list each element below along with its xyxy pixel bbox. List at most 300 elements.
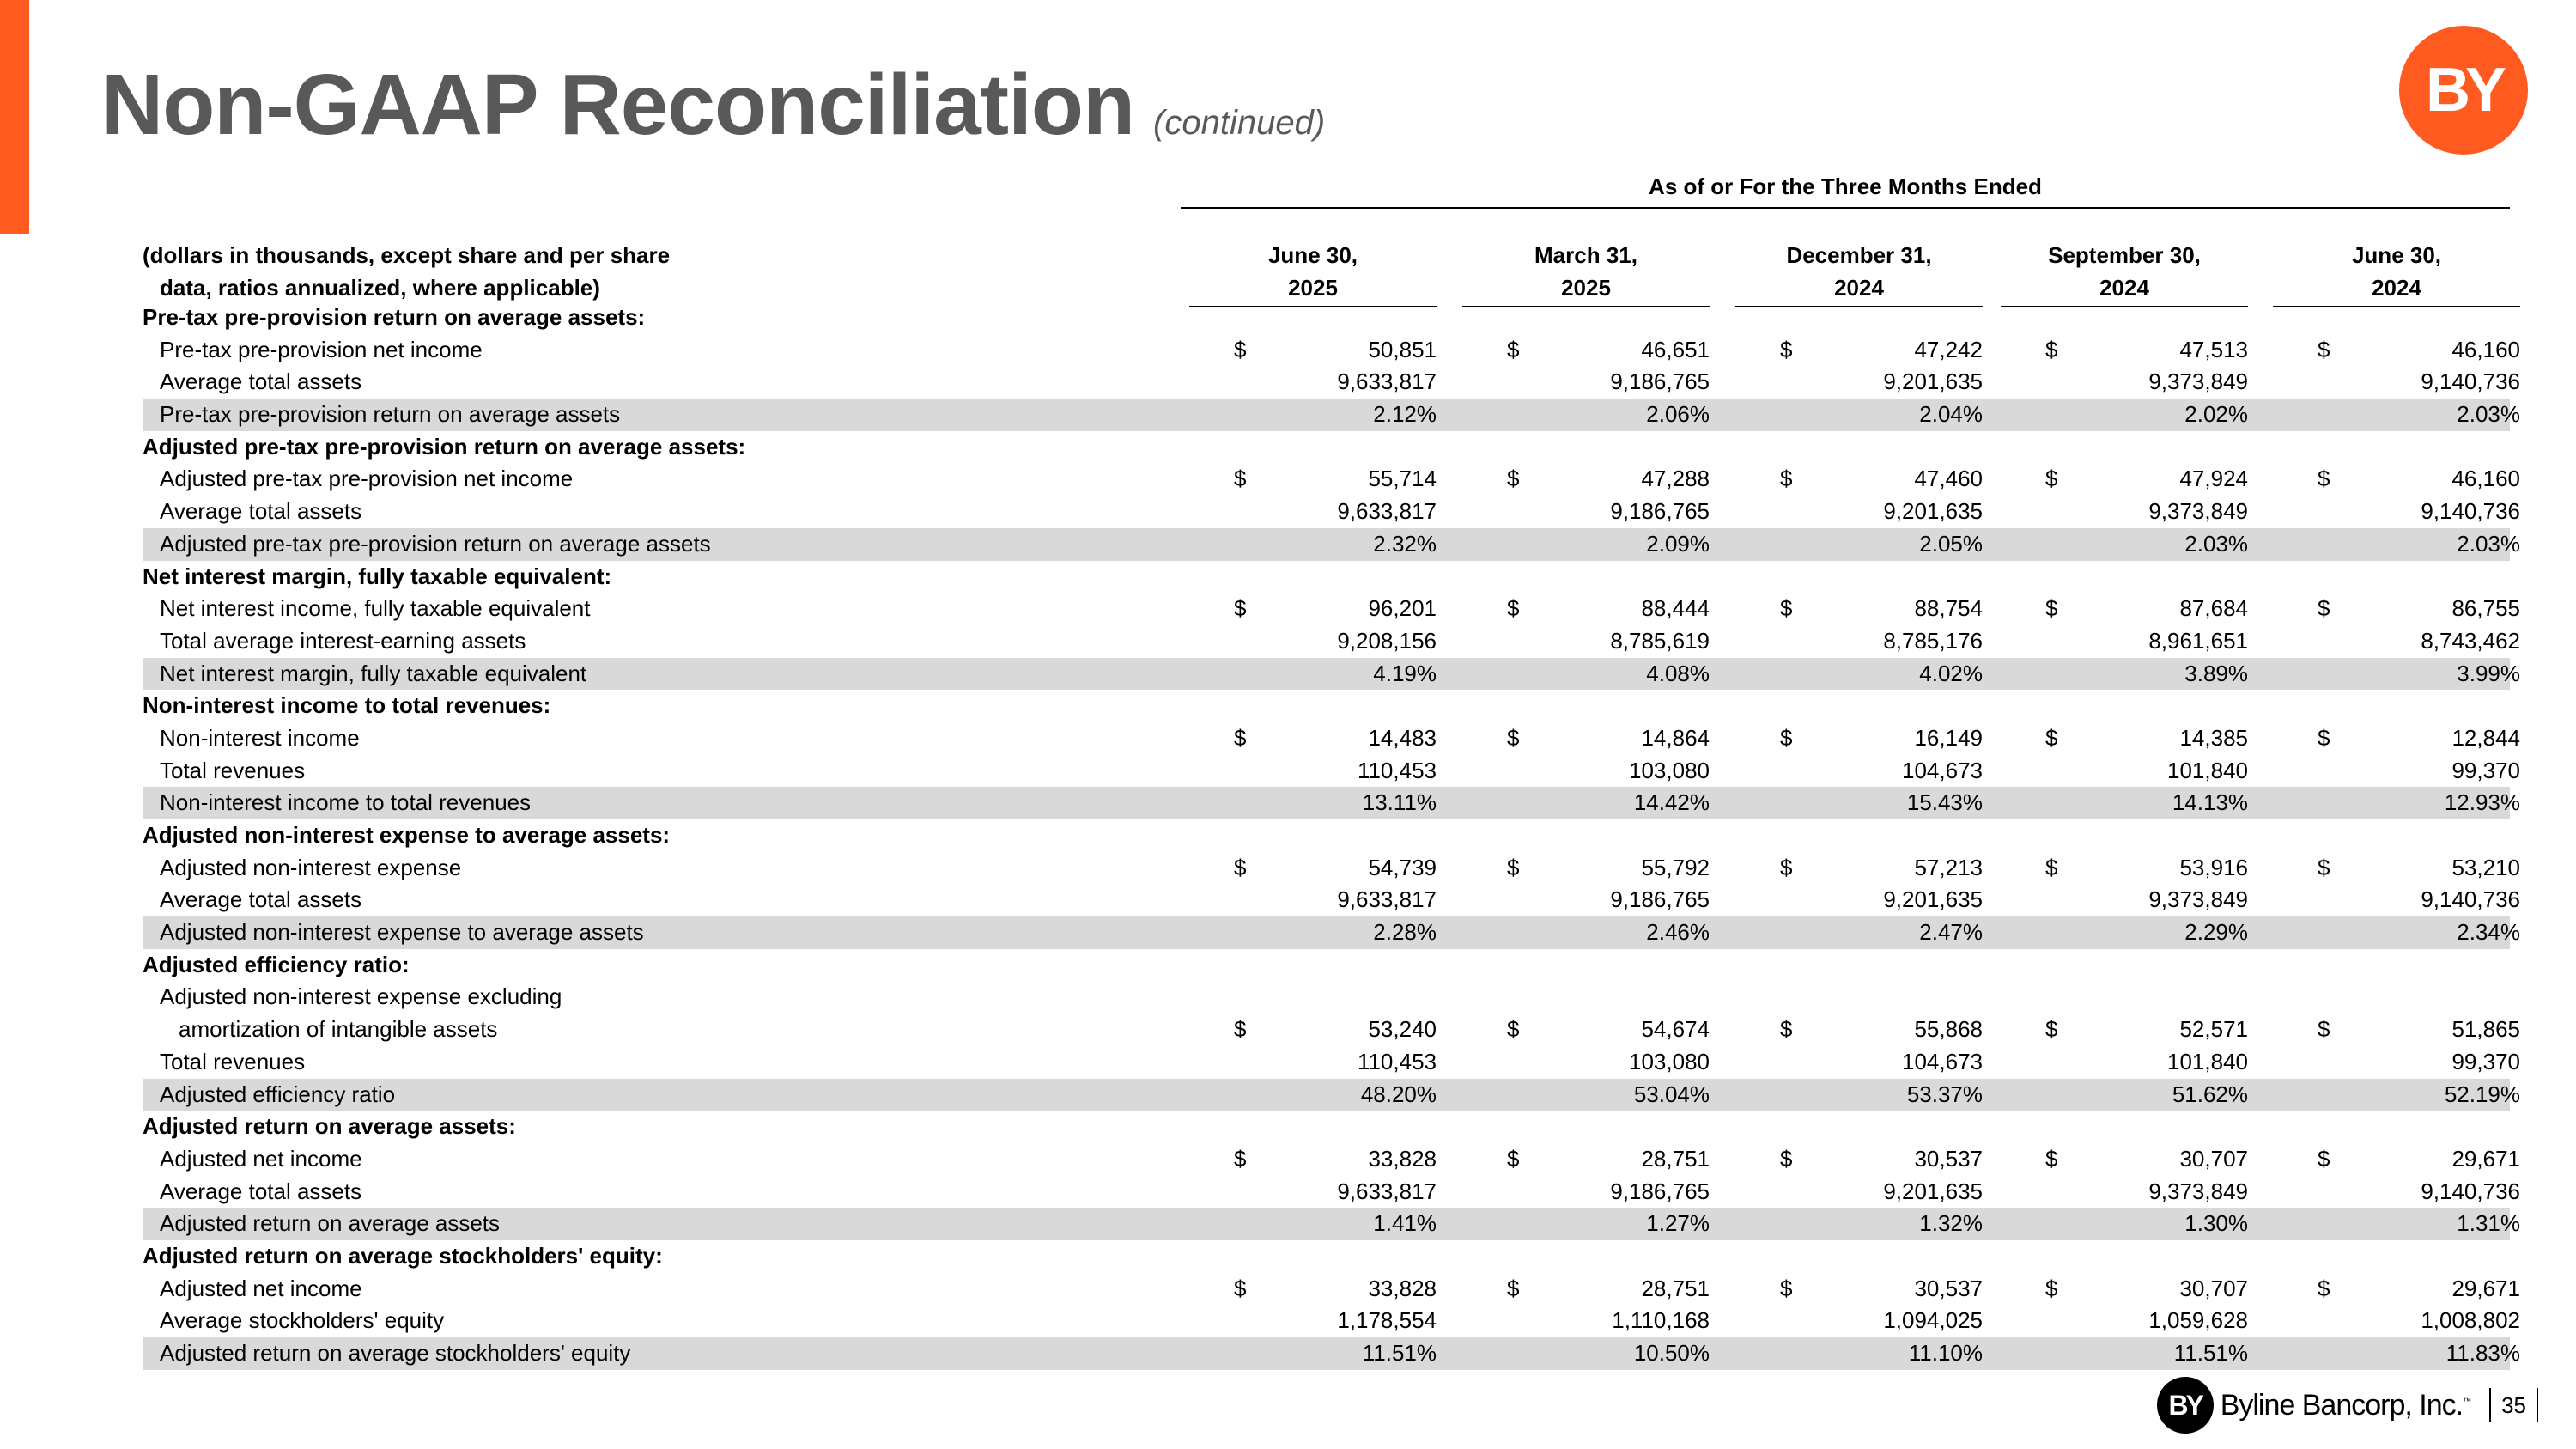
table-cell bbox=[1189, 1176, 1437, 1209]
column-header-mar-2025 bbox=[1462, 239, 1710, 307]
table-cell bbox=[2273, 787, 2520, 819]
row-label-line1: Net interest income, fully taxable equivalent bbox=[160, 595, 591, 622]
table-cell bbox=[1735, 1337, 1983, 1370]
row-label bbox=[160, 1143, 362, 1176]
cell-value: 9,633,817 bbox=[1337, 1178, 1437, 1204]
table-cell bbox=[2001, 1079, 2248, 1111]
cell-value: 50,851 bbox=[1368, 336, 1437, 362]
table-cell bbox=[1735, 1176, 1983, 1209]
table-cell bbox=[2001, 1208, 2248, 1240]
row-label-line1: Adjusted non-interest expense bbox=[160, 854, 462, 880]
cell-value: 47,288 bbox=[1641, 466, 1710, 492]
table-cell bbox=[1735, 528, 1983, 561]
row-label bbox=[160, 625, 526, 658]
row-label-line1: Adjusted return on average assets bbox=[160, 1210, 501, 1237]
ratio-row bbox=[143, 1337, 2520, 1370]
ratio-row bbox=[143, 528, 2520, 561]
table-row bbox=[143, 1305, 2520, 1337]
cell-value: 2.03% bbox=[2457, 530, 2520, 557]
reconciliation-table bbox=[143, 301, 2520, 1370]
byline-mark-icon: BY bbox=[2157, 1377, 2214, 1434]
table-cell bbox=[2001, 1337, 2248, 1370]
cell-value: 9,373,849 bbox=[2148, 886, 2248, 913]
cell-value: 2.46% bbox=[1646, 919, 1710, 946]
cell-value: 1.31% bbox=[2457, 1210, 2520, 1237]
cell-value: 2.04% bbox=[1919, 401, 1983, 428]
cell-value: 87,684 bbox=[2179, 595, 2248, 622]
cell-value: 46,651 bbox=[1641, 336, 1710, 362]
table-cell bbox=[1462, 787, 1710, 819]
table-cell bbox=[1189, 852, 1437, 885]
cell-value: 8,785,619 bbox=[1610, 627, 1710, 654]
cell-value: 47,513 bbox=[2179, 336, 2248, 362]
table-cell bbox=[1735, 593, 1983, 625]
table-cell bbox=[2273, 528, 2520, 561]
trademark: ™ bbox=[2463, 1397, 2471, 1407]
cell-value: 99,370 bbox=[2451, 1048, 2520, 1075]
table-cell bbox=[1735, 1208, 1983, 1240]
row-label bbox=[143, 819, 670, 852]
table-cell bbox=[2001, 625, 2248, 658]
table-cell bbox=[1462, 1046, 1710, 1079]
cell-value: 9,186,765 bbox=[1610, 886, 1710, 913]
column-header-line1: December 31, bbox=[1786, 242, 1932, 268]
row-label bbox=[160, 1305, 444, 1337]
cell-value: 1,094,025 bbox=[1883, 1307, 1983, 1334]
cell-value: 1.41% bbox=[1373, 1210, 1437, 1237]
table-cell bbox=[2001, 496, 2248, 528]
cell-value: 30,707 bbox=[2179, 1275, 2248, 1301]
table-cell bbox=[1189, 722, 1437, 755]
section-header-row bbox=[143, 819, 2510, 852]
row-label-line1: Adjusted efficiency ratio bbox=[160, 1081, 396, 1107]
table-cell bbox=[1462, 593, 1710, 625]
row-label bbox=[160, 399, 620, 431]
table-cell bbox=[1462, 496, 1710, 528]
table-cell bbox=[1189, 625, 1437, 658]
units-note-line2: data, ratios annualized, where applicable) bbox=[160, 275, 600, 301]
table-cell bbox=[1462, 366, 1710, 399]
row-label-line1: Total revenues bbox=[160, 757, 306, 783]
cell-value: 55,714 bbox=[1368, 466, 1437, 492]
ratio-row bbox=[143, 916, 2520, 949]
currency-symbol: $ bbox=[2045, 466, 2058, 492]
cell-value: 4.08% bbox=[1646, 660, 1710, 686]
table-cell bbox=[2273, 1079, 2520, 1111]
row-label bbox=[160, 1176, 361, 1209]
row-label-line1: Adjusted pre-tax pre-provision net income bbox=[160, 466, 574, 492]
table-cell bbox=[2001, 399, 2248, 431]
cell-value: 11.10% bbox=[1908, 1340, 1983, 1367]
table-cell bbox=[1189, 658, 1437, 691]
currency-symbol: $ bbox=[1234, 1016, 1247, 1043]
table-cell bbox=[1735, 787, 1983, 819]
table-row bbox=[143, 1046, 2520, 1079]
table-cell bbox=[2273, 593, 2520, 625]
table-cell bbox=[1189, 463, 1437, 496]
cell-value: 30,537 bbox=[1914, 1275, 1983, 1301]
row-label bbox=[160, 1046, 305, 1079]
table-cell bbox=[1462, 625, 1710, 658]
table-cell bbox=[1735, 852, 1983, 885]
table-row bbox=[143, 366, 2520, 399]
table-cell bbox=[1735, 496, 1983, 528]
column-header-jun-2025 bbox=[1189, 239, 1437, 307]
table-cell bbox=[2001, 1046, 2248, 1079]
table-cell bbox=[2273, 1046, 2520, 1079]
currency-symbol: $ bbox=[2318, 595, 2330, 622]
row-label-line1: Average total assets bbox=[160, 1178, 362, 1204]
row-label bbox=[143, 561, 611, 594]
row-label-line1: Net interest margin, fully taxable equivalent bbox=[160, 660, 587, 686]
cell-value: 2.34% bbox=[2457, 919, 2520, 946]
cell-value: 53,240 bbox=[1368, 1016, 1437, 1043]
column-header-jun-2024 bbox=[2273, 239, 2520, 307]
currency-symbol: $ bbox=[2318, 466, 2330, 492]
cell-value: 2.06% bbox=[1646, 401, 1710, 428]
section-header-row bbox=[143, 431, 2510, 464]
row-label-line1: Adjusted net income bbox=[160, 1275, 362, 1301]
cell-value: 46,160 bbox=[2451, 466, 2520, 492]
table-row bbox=[143, 1143, 2520, 1176]
table-cell bbox=[1735, 1046, 1983, 1079]
table-row bbox=[143, 334, 2520, 367]
table-row bbox=[143, 722, 2520, 755]
cell-value: 9,373,849 bbox=[2148, 368, 2248, 395]
table-cell bbox=[1462, 463, 1710, 496]
row-label bbox=[160, 722, 360, 755]
table-cell bbox=[2001, 1143, 2248, 1176]
currency-symbol: $ bbox=[2318, 724, 2330, 751]
cell-value: 9,373,849 bbox=[2148, 1178, 2248, 1204]
table-cell bbox=[1189, 1046, 1437, 1079]
cell-value: 12,844 bbox=[2451, 724, 2520, 751]
row-label-line1: Non-interest income to total revenues: bbox=[143, 692, 551, 719]
row-label bbox=[160, 463, 573, 496]
cell-value: 28,751 bbox=[1641, 1275, 1710, 1301]
table-row bbox=[143, 755, 2520, 788]
currency-symbol: $ bbox=[1234, 336, 1247, 362]
column-header-dec-2024 bbox=[1735, 239, 1983, 307]
cell-value: 110,453 bbox=[1357, 757, 1437, 783]
table-cell bbox=[1189, 1014, 1437, 1046]
cell-value: 101,840 bbox=[2167, 757, 2248, 783]
row-label bbox=[143, 690, 550, 722]
table-cell bbox=[1735, 1143, 1983, 1176]
cell-value: 12.93% bbox=[2444, 789, 2520, 816]
row-label bbox=[160, 1273, 362, 1306]
table-cell bbox=[2001, 1014, 2248, 1046]
cell-value: 2.03% bbox=[2184, 530, 2248, 557]
currency-symbol: $ bbox=[1507, 595, 1520, 622]
cell-value: 104,673 bbox=[1902, 757, 1983, 783]
table-cell bbox=[2273, 1337, 2520, 1370]
table-cell bbox=[1735, 755, 1983, 788]
row-label bbox=[160, 1208, 500, 1240]
page-title bbox=[101, 57, 1326, 153]
table-cell bbox=[1189, 496, 1437, 528]
table-cell bbox=[2273, 1143, 2520, 1176]
row-label-line1: Adjusted non-interest expense to average assets: bbox=[143, 822, 671, 848]
table-cell bbox=[1189, 884, 1437, 916]
table-cell bbox=[1462, 658, 1710, 691]
table-cell bbox=[1189, 399, 1437, 431]
table-cell bbox=[1189, 1337, 1437, 1370]
cell-value: 53.37% bbox=[1906, 1081, 1983, 1107]
table-cell bbox=[2001, 852, 2248, 885]
table-row bbox=[143, 1176, 2520, 1209]
cell-value: 29,671 bbox=[2451, 1145, 2520, 1172]
row-label bbox=[143, 301, 645, 334]
currency-symbol: $ bbox=[1780, 854, 1793, 880]
row-label bbox=[160, 884, 361, 916]
row-label-line1: Adjusted non-interest expense excluding bbox=[160, 983, 562, 1010]
table-cell bbox=[2001, 593, 2248, 625]
cell-value: 1,110,168 bbox=[1612, 1307, 1710, 1334]
currency-symbol: $ bbox=[1234, 595, 1247, 622]
table-cell bbox=[1735, 366, 1983, 399]
table-cell bbox=[2001, 528, 2248, 561]
table-cell bbox=[1189, 1305, 1437, 1337]
cell-value: 9,140,736 bbox=[2421, 368, 2520, 395]
currency-symbol: $ bbox=[1780, 1145, 1793, 1172]
cell-value: 51,865 bbox=[2451, 1016, 2520, 1043]
cell-value: 14.42% bbox=[1633, 789, 1710, 816]
cell-value: 3.99% bbox=[2457, 660, 2520, 686]
cell-value: 55,868 bbox=[1914, 1016, 1983, 1043]
cell-value: 28,751 bbox=[1641, 1145, 1710, 1172]
row-label-line2: amortization of intangible assets bbox=[179, 1016, 498, 1043]
table-row bbox=[143, 593, 2520, 625]
byline-logo-icon: BY bbox=[2399, 26, 2528, 155]
table-cell bbox=[1462, 1176, 1710, 1209]
table-cell bbox=[2001, 366, 2248, 399]
row-label bbox=[143, 1240, 663, 1273]
cell-value: 101,840 bbox=[2167, 1048, 2248, 1075]
table-cell bbox=[2273, 399, 2520, 431]
table-row bbox=[143, 625, 2520, 658]
cell-value: 9,140,736 bbox=[2421, 498, 2520, 525]
table-cell bbox=[2273, 722, 2520, 755]
cell-value: 9,140,736 bbox=[2421, 886, 2520, 913]
table-cell bbox=[1189, 787, 1437, 819]
row-label-line1: Total average interest-earning assets bbox=[160, 627, 526, 654]
cell-value: 14.13% bbox=[2172, 789, 2248, 816]
cell-value: 51.62% bbox=[2172, 1081, 2248, 1107]
currency-symbol: $ bbox=[2045, 336, 2058, 362]
cell-value: 11.51% bbox=[2173, 1340, 2248, 1367]
row-label-line1: Adjusted pre-tax pre-provision return on average assets bbox=[160, 530, 711, 557]
cell-value: 104,673 bbox=[1902, 1048, 1983, 1075]
row-label bbox=[160, 528, 711, 561]
currency-symbol: $ bbox=[2045, 854, 2058, 880]
page-subtitle: (continued) bbox=[1153, 104, 1326, 142]
table-cell bbox=[2001, 334, 2248, 367]
table-cell bbox=[1462, 722, 1710, 755]
currency-symbol: $ bbox=[1780, 595, 1793, 622]
currency-symbol: $ bbox=[2045, 595, 2058, 622]
currency-symbol: $ bbox=[1507, 1145, 1520, 1172]
cell-value: 9,373,849 bbox=[2148, 498, 2248, 525]
row-label-line1: Adjusted non-interest expense to average assets bbox=[160, 919, 644, 946]
row-label-line1: Average total assets bbox=[160, 368, 362, 395]
cell-value: 14,385 bbox=[2179, 724, 2248, 751]
column-header-line1: June 30, bbox=[1267, 242, 1358, 268]
table-row bbox=[143, 496, 2520, 528]
column-header-line1: March 31, bbox=[1534, 242, 1637, 268]
cell-value: 53.04% bbox=[1633, 1081, 1710, 1107]
table-cell bbox=[1462, 1305, 1710, 1337]
table-row bbox=[143, 463, 2520, 496]
table-row bbox=[143, 1273, 2520, 1306]
currency-symbol: $ bbox=[1507, 336, 1520, 362]
table-cell bbox=[1189, 1208, 1437, 1240]
table-cell bbox=[1462, 755, 1710, 788]
cell-value: 1,178,554 bbox=[1337, 1307, 1437, 1334]
row-label bbox=[160, 496, 361, 528]
currency-symbol: $ bbox=[2318, 854, 2330, 880]
row-label bbox=[160, 1337, 630, 1370]
cell-value: 110,453 bbox=[1357, 1048, 1437, 1075]
cell-value: 53,210 bbox=[2451, 854, 2520, 880]
page-title-text: Non-GAAP Reconciliation bbox=[101, 57, 1135, 153]
table-cell bbox=[2273, 755, 2520, 788]
table-cell bbox=[1735, 1014, 1983, 1046]
column-header-line1: June 30, bbox=[2351, 242, 2442, 268]
table-cell bbox=[2273, 1014, 2520, 1046]
cell-value: 47,460 bbox=[1914, 466, 1983, 492]
cell-value: 4.19% bbox=[1373, 660, 1437, 686]
cell-value: 9,201,635 bbox=[1883, 886, 1983, 913]
currency-symbol: $ bbox=[1780, 336, 1793, 362]
table-cell bbox=[1189, 916, 1437, 949]
cell-value: 8,785,176 bbox=[1883, 627, 1983, 654]
row-label-line1: Adjusted return on average assets: bbox=[143, 1113, 516, 1140]
currency-symbol: $ bbox=[1507, 854, 1520, 880]
cell-value: 33,828 bbox=[1368, 1145, 1437, 1172]
cell-value: 9,186,765 bbox=[1610, 1178, 1710, 1204]
row-label-line1: Pre-tax pre-provision return on average assets bbox=[160, 401, 621, 428]
row-label-line1: Average total assets bbox=[160, 886, 362, 913]
cell-value: 29,671 bbox=[2451, 1275, 2520, 1301]
row-label bbox=[160, 366, 361, 399]
cell-value: 8,961,651 bbox=[2148, 627, 2248, 654]
row-label bbox=[143, 1111, 516, 1143]
cell-value: 9,201,635 bbox=[1883, 1178, 1983, 1204]
cell-value: 52,571 bbox=[2179, 1016, 2248, 1043]
page-number: 35 bbox=[2501, 1391, 2526, 1418]
cell-value: 103,080 bbox=[1629, 757, 1710, 783]
cell-value: 1,059,628 bbox=[2148, 1307, 2248, 1334]
section-header-row bbox=[143, 561, 2510, 594]
cell-value: 54,674 bbox=[1641, 1016, 1710, 1043]
table-cell bbox=[1189, 1143, 1437, 1176]
currency-symbol: $ bbox=[1507, 1016, 1520, 1043]
table-cell bbox=[1735, 916, 1983, 949]
table-row bbox=[143, 884, 2520, 916]
section-header-row bbox=[143, 1240, 2510, 1273]
cell-value: 53,916 bbox=[2179, 854, 2248, 880]
cell-value: 9,208,156 bbox=[1337, 627, 1437, 654]
cell-value: 2.29% bbox=[2184, 919, 2248, 946]
table-cell bbox=[2273, 658, 2520, 691]
table-cell bbox=[2273, 1273, 2520, 1306]
table-cell bbox=[2273, 852, 2520, 885]
currency-symbol: $ bbox=[1507, 466, 1520, 492]
column-header-line2: 2025 bbox=[1288, 275, 1338, 301]
footer-divider-right bbox=[2537, 1388, 2538, 1422]
table-cell bbox=[1462, 884, 1710, 916]
ratio-row bbox=[143, 1208, 2520, 1240]
cell-value: 99,370 bbox=[2451, 757, 2520, 783]
cell-value: 9,201,635 bbox=[1883, 498, 1983, 525]
row-label-line1: Total revenues bbox=[160, 1048, 306, 1075]
table-cell bbox=[1735, 399, 1983, 431]
table-cell bbox=[1462, 1079, 1710, 1111]
row-label-line1: Adjusted return on average stockholders' equity: bbox=[143, 1242, 663, 1269]
table-cell bbox=[2273, 366, 2520, 399]
cell-value: 4.02% bbox=[1919, 660, 1983, 686]
cell-value: 88,444 bbox=[1641, 595, 1710, 622]
cell-value: 14,864 bbox=[1641, 724, 1710, 751]
cell-value: 16,149 bbox=[1914, 724, 1983, 751]
table-cell bbox=[1189, 1273, 1437, 1306]
cell-value: 9,186,765 bbox=[1610, 498, 1710, 525]
table-cell bbox=[2001, 658, 2248, 691]
cell-value: 9,201,635 bbox=[1883, 368, 1983, 395]
cell-value: 48.20% bbox=[1360, 1081, 1437, 1107]
row-label bbox=[160, 755, 305, 788]
row-label-line1: Non-interest income to total revenues bbox=[160, 789, 532, 816]
cell-value: 9,633,817 bbox=[1337, 368, 1437, 395]
table-cell bbox=[2273, 496, 2520, 528]
row-label bbox=[143, 431, 745, 464]
cell-value: 33,828 bbox=[1368, 1275, 1437, 1301]
column-header-line1: September 30, bbox=[2048, 242, 2201, 268]
table-cell bbox=[1462, 399, 1710, 431]
period-header: As of or For the Three Months Ended bbox=[1181, 174, 2510, 209]
table-cell bbox=[1735, 884, 1983, 916]
row-label-line1: Pre-tax pre-provision return on average assets: bbox=[143, 304, 646, 330]
row-label bbox=[160, 787, 531, 819]
column-header-line2: 2025 bbox=[1561, 275, 1611, 301]
cell-value: 9,633,817 bbox=[1337, 886, 1437, 913]
cell-value: 11.83% bbox=[2445, 1340, 2520, 1367]
cell-value: 2.05% bbox=[1919, 530, 1983, 557]
table-cell bbox=[2273, 463, 2520, 496]
table-cell bbox=[1462, 1208, 1710, 1240]
currency-symbol: $ bbox=[2045, 724, 2058, 751]
currency-symbol: $ bbox=[1780, 1016, 1793, 1043]
column-header-line2: 2024 bbox=[1834, 275, 1884, 301]
row-label-line1: Net interest margin, fully taxable equivalent: bbox=[143, 563, 612, 589]
cell-value: 47,924 bbox=[2179, 466, 2248, 492]
table-cell bbox=[1189, 593, 1437, 625]
cell-value: 54,739 bbox=[1368, 854, 1437, 880]
currency-symbol: $ bbox=[1234, 1145, 1247, 1172]
table-cell bbox=[1462, 1337, 1710, 1370]
currency-symbol: $ bbox=[2045, 1275, 2058, 1301]
table-cell bbox=[1189, 366, 1437, 399]
table-cell bbox=[2273, 916, 2520, 949]
table-cell bbox=[1462, 1014, 1710, 1046]
table-cell bbox=[1735, 722, 1983, 755]
cell-value: 2.09% bbox=[1646, 530, 1710, 557]
table-cell bbox=[2001, 1305, 2248, 1337]
cell-value: 9,140,736 bbox=[2421, 1178, 2520, 1204]
ratio-row bbox=[143, 787, 2520, 819]
cell-value: 2.03% bbox=[2457, 401, 2520, 428]
